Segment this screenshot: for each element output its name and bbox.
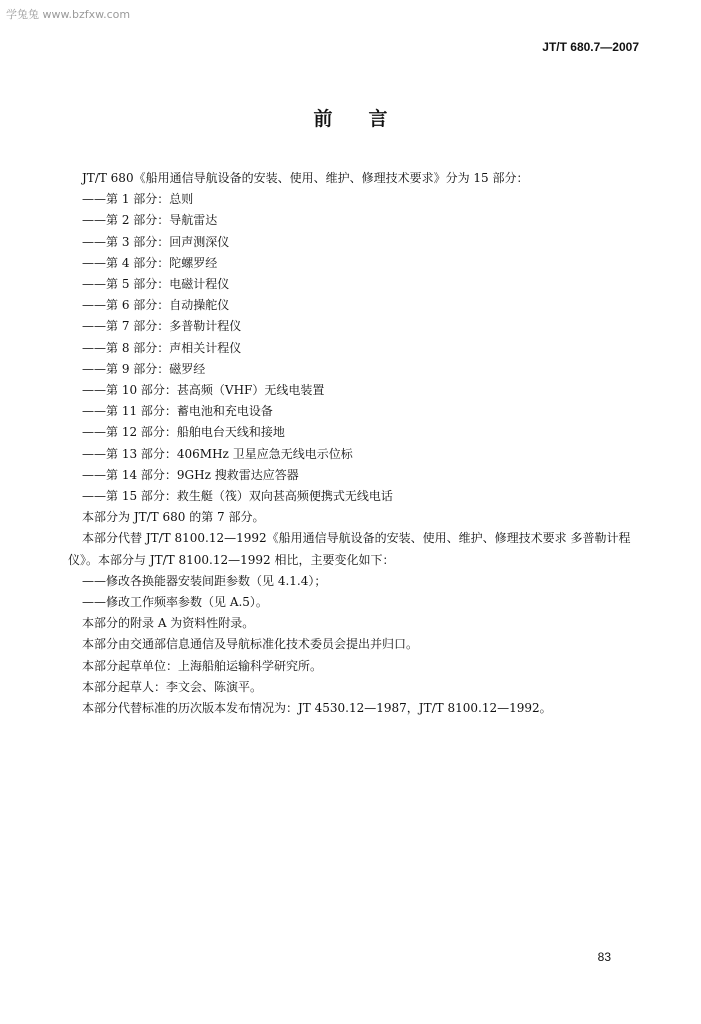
- part-item: ——第 12 部分：船舶电台天线和接地: [82, 425, 285, 440]
- this-part-paragraph: 本部分为 JT/T 680 的第 7 部分。: [82, 510, 265, 525]
- part-item: ——第 2 部分：导航雷达: [82, 213, 218, 228]
- part-item: ——第 3 部分：回声测深仪: [82, 234, 230, 249]
- intro-paragraph: JT/T 680《船用通信导航设备的安装、使用、维护、修理技术要求》分为 15 部分：: [82, 171, 529, 185]
- history-paragraph: 本部分代替标准的历次版本发布情况为：JT 4530.12—1987，JT/T 8100.12—1992。: [82, 701, 552, 716]
- part-item: ——第 6 部分：自动操舵仪: [82, 298, 230, 313]
- part-item: ——第 13 部分：406MHz 卫星应急无线电示位标: [82, 446, 353, 461]
- change-item: ——修改工作频率参数（见 A.5）。: [82, 595, 268, 610]
- replaces-paragraph-line2: 仪》。本部分与 JT/T 8100.12—1992 相比，主要变化如下：: [68, 552, 395, 567]
- page-number: 83: [597, 950, 611, 964]
- site-watermark: 学兔兔 www.bzfxw.com: [6, 8, 131, 21]
- part-item: ——第 1 部分：总则: [82, 192, 194, 207]
- page-title: 前言: [313, 108, 424, 130]
- replaces-paragraph-line1: 本部分代替 JT/T 8100.12—1992《船用通信导航设备的安装、使用、维护、修理技术要求 多普勒计程: [82, 531, 631, 546]
- drafting-unit-paragraph: 本部分起草单位：上海船舶运输科学研究所。: [82, 658, 323, 673]
- part-item: ——第 7 部分：多普勒计程仪: [82, 319, 242, 334]
- part-item: ——第 11 部分：蓄电池和充电设备: [82, 404, 273, 419]
- annex-note-paragraph: 本部分的附录 A 为资料性附录。: [82, 616, 255, 631]
- part-item: ——第 5 部分：电磁计程仪: [82, 277, 230, 292]
- standard-number: JT/T 680.7—2007: [542, 40, 639, 54]
- drafters-paragraph: 本部分起草人：李文会、陈演平。: [82, 679, 263, 694]
- proposed-by-paragraph: 本部分由交通部信息通信及导航标准化技术委员会提出并归口。: [82, 637, 419, 652]
- foreword-body: [68, 168, 638, 719]
- change-item: ——修改各换能器安装间距参数（见 4.1.4）；: [82, 573, 327, 588]
- part-item: ——第 8 部分：声相关计程仪: [82, 340, 242, 355]
- part-item: ——第 10 部分：甚高频（VHF）无线电装置: [82, 383, 325, 398]
- part-item: ——第 4 部分：陀螺罗经: [82, 255, 218, 270]
- part-item: ——第 9 部分：磁罗经: [82, 361, 206, 376]
- part-item: ——第 15 部分：救生艇（筏）双向甚高频便携式无线电话: [82, 489, 393, 504]
- part-item: ——第 14 部分：9GHz 搜救雷达应答器: [82, 467, 299, 482]
